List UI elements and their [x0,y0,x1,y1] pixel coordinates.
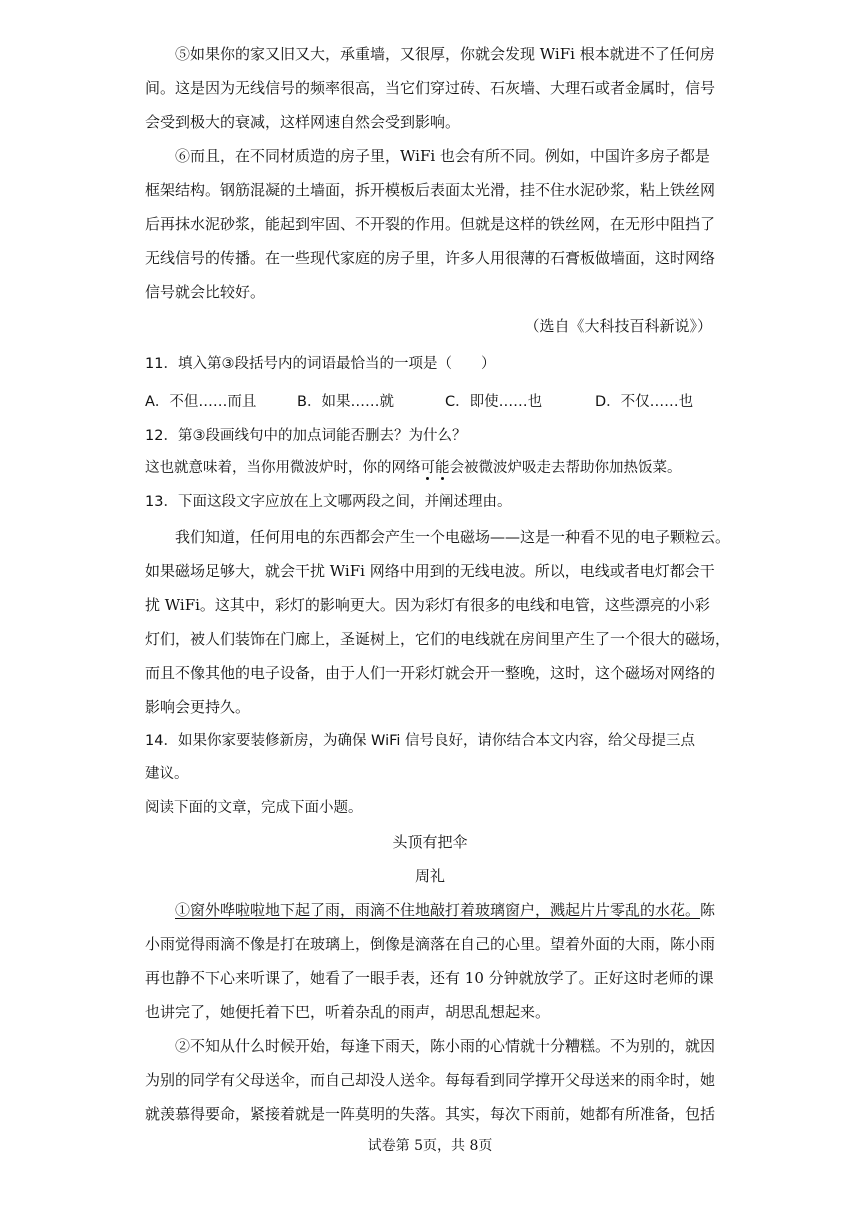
q13-passage-line-2: 如果磁场足够大，就会干扰 WiFi 网络中用到的无线电波。所以，电线或者电灯都会干 [145,562,715,580]
q13-passage-line-5: 而且不像其他的电子设备，由于人们一开彩灯就会开一整晚，这时，这个磁场对网络的 [145,664,716,682]
option-d[interactable]: D．不仅……也 [595,394,694,410]
sentence-part-b: 会被微波炉吸走去帮助你加热饭菜。 [449,460,682,476]
q13-passage-line-4: 灯们，被人们装饰在门廊上，圣诞树上，它们的电线就在房间里产生了一个很大的磁场， [145,630,731,648]
question-12-sentence [145,458,682,478]
dotted-word-neng: 能 [435,460,450,476]
p6-line-3: 后再抹水泥砂浆，能起到牢固、不开裂的作用。但就是这样的铁丝网，在无形中阻挡了 [145,215,716,233]
p2-line-2: 为别的同学有父母送伞，而自己却没人送伞。每每看到同学撑开父母送来的雨伞时，她 [145,1071,716,1089]
source-citation: （选自《大科技百科新说》） [524,317,712,335]
underlined-sentence: ①窗外哗啦啦地下起了雨，雨滴不住地敲打着玻璃窗户，溅起片片零乱的水花。 [175,901,701,919]
sentence-part-a: 这也就意味着，当你用微波炉时，你的网络 [145,460,421,476]
question-13: 13．下面这段文字应放在上文哪两段之间，并阐述理由。 [145,494,512,510]
p5-line-2: 间。这是因为无线信号的频率很高，当它们穿过砖、石灰墙、大理石或者金属时，信号 [145,79,716,97]
p6-line-1: ⑥而且，在不同材质造的房子里，WiFi 也会有所不同。例如，中国许多房子都是 [175,147,710,165]
page-footer: 试卷第 5页，共 8页 [367,1138,493,1154]
reading-instruction: 阅读下面的文章，完成下面小题。 [145,800,363,816]
question-12: 12．第③段画线句中的加点词能否删去？为什么？ [145,428,467,444]
p2-line-3: 就羡慕得要命，紧接着就是一阵莫明的失落。其实，每次下雨前，她都有所准备，包括 [145,1105,716,1123]
article-title: 头顶有把伞 [392,833,468,851]
question-11: 11．填入第③段括号内的词语最恰当的一项是（ ） [145,356,496,372]
p6-line-4: 无线信号的传播。在一些现代家庭的房子里，许多人用很薄的石膏板做墙面，这时网络 [145,249,716,267]
article-author: 周礼 [414,867,445,885]
p1-line-1-tail: 陈 [700,901,716,919]
option-a[interactable]: A．不但……而且 [145,394,257,410]
p5-line-1: ⑤如果你的家又旧又大，承重墙，又很厚，你就会发现 WiFi 根本就进不了任何房 [175,45,715,63]
p1-line-3: 再也静不下心来听课了，她看了一眼手表，还有 10 分钟就放学了。正好这时老师的课 [145,969,714,987]
p2-line-1: ②不知从什么时候开始，每逢下雨天，陈小雨的心情就十分糟糕。不为别的，就因 [175,1037,716,1055]
option-b[interactable]: B．如果……就 [297,394,394,410]
p1-line-2: 小雨觉得雨滴不像是打在玻璃上，倒像是滴落在自己的心里。望着外面的大雨，陈小雨 [145,935,716,953]
question-11-options [145,392,693,412]
p1-line-1 [175,900,715,920]
option-c[interactable]: C．即使……也 [445,394,543,410]
q13-passage-line-1: 我们知道，任何用电的东西都会产生一个电磁场——这是一种看不见的电子颗粒云。 [175,528,731,546]
q13-passage-line-6: 影响会更持久。 [145,698,251,716]
p6-line-5: 信号就会比较好。 [145,283,266,301]
p1-line-4: 也讲完了，她便托着下巴，听着杂乱的雨声，胡思乱想起来。 [145,1003,551,1021]
question-14-line-1: 14．如果你家要装修新房，为确保 WiFi 信号良好，请你结合本文内容，给父母提三点 [145,733,696,749]
q13-passage-line-3: 扰 WiFi。这其中，彩灯的影响更大。因为彩灯有很多的电线和电管，这些漂亮的小彩 [145,596,710,614]
p6-line-2: 框架结构。钢筋混凝的土墙面，拆开模板后表面太光滑，挂不住水泥砂浆，粘上铁丝网 [145,181,716,199]
question-14-line-2: 建议。 [145,766,189,782]
dotted-word-ke: 可 [420,460,435,476]
p5-line-3: 会受到极大的衰减，这样网速自然会受到影响。 [145,113,461,131]
